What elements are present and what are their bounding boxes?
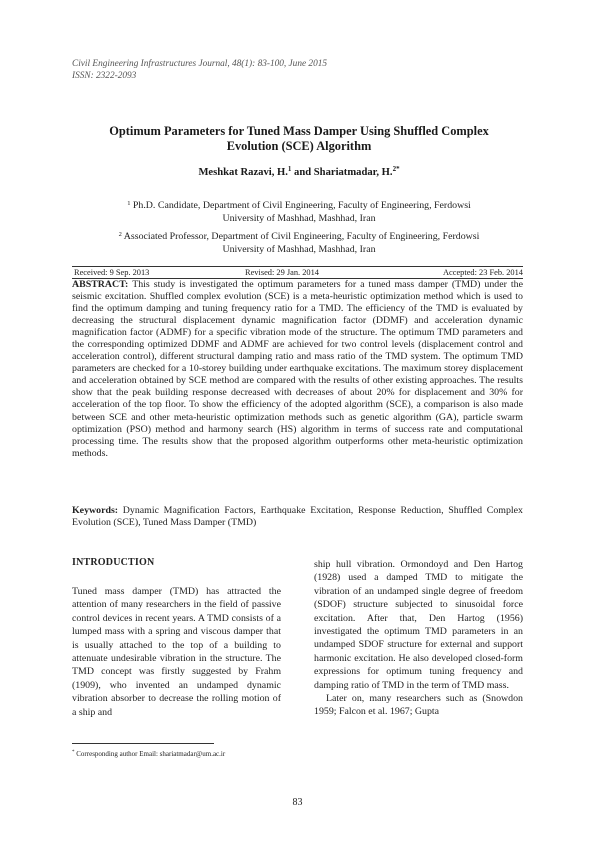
introduction-heading: INTRODUCTION <box>72 557 155 568</box>
affiliation-1-line2: University of Mashhad, Mashhad, Iran <box>222 213 376 224</box>
author-2-affil-mark: 2* <box>392 165 400 173</box>
journal-citation: Civil Engineering Infrastructures Journal, 48(1): 83-100, June 2015 <box>72 59 328 69</box>
keywords <box>72 505 523 529</box>
journal-header <box>72 58 532 82</box>
journal-issn: ISSN: 2322-2093 <box>72 71 137 81</box>
keywords-label: Keywords: <box>72 505 119 516</box>
page-number: 83 <box>292 797 303 808</box>
author-connector: and <box>291 167 314 178</box>
intro-paragraph-1: Tuned mass damper (TMD) has attracted the attention of many researchers in the field of passive control devices in recent years. A TMD consists of a lumped mass with a spring and viscous damper that is usually attached to the top of a building to attenuate undesirable vibration in the structure. The TMD concept was firstly suggested by Frahm (1909), who invented an undamped dynamic vibration absorber to decrease the rolling motion of a ship and <box>72 586 281 718</box>
affiliation-2-mark: 2 <box>118 231 122 238</box>
author-2-name: Shariatmadar, H. <box>313 167 393 178</box>
corresponding-author-footnote <box>72 748 225 759</box>
paper-title-line1: Optimum Parameters for Tuned Mass Damper Using Shuffled Complex <box>109 124 489 138</box>
body-column-left <box>72 585 281 719</box>
affiliation-2-line1: Associated Professor, Department of Civil Engineering, Faculty of Engineering, Ferdowsi <box>123 231 480 242</box>
body-column-right <box>314 558 523 719</box>
keywords-text: Dynamic Magnification Factors, Earthquake Excitation, Response Reduction, Shuffled Complex Evolution (SCE), Tuned Mass Damper (TMD) <box>72 505 523 529</box>
accepted-date: Accepted: 23 Feb. 2014 <box>442 268 523 277</box>
paper-title-line2: Evolution (SCE) Algorithm <box>226 139 372 153</box>
abstract-label: ABSTRACT: <box>72 279 129 290</box>
affiliation-1-line1: Ph.D. Candidate, Department of Civil Engineering, Faculty of Engineering, Ferdowsi <box>132 200 471 211</box>
abstract-text: This study is investigated the optimum parameters for a tuned mass damper (TMD) under the seismic excitation. Shuffled complex evolution (SCE) is a meta-heuristic optimization method which is used to find the optimum damping and tuning frequency ratio for a TMD. The efficiency of the TMD is evaluated by decreasing the structural displacement dynamic magnification factor (DDMF) and acceleration dynamic magnification factor (ADMF) for a specific vibration mode of the structure. The optimum TMD parameters and the corresponding optimized DDMF and ADMF are achieved for two control levels (displacement control and acceleration control), different structural damping ratio and mass ratio of the TMD system. The optimum TMD parameters are checked for a 10-storey building under earthquake excitations. The maximum storey displacement and acceleration obtained by SCE method are compared with the results of other existing approaches. The results show that the peak building response decreased with decreases of about 20% for displacement and 30% for acceleration of the top floor. To show the efficiency of the adopted algorithm (SCE), a comparison is also made between SCE and other meta-heuristic optimization methods such as genetic algorithm (GA), particle swarm optimization (PSO) method and harmony search (HS) algorithm in terms of success rate and computational processing time. The results show that the proposed algorithm outperforms other meta-heuristic optimization methods. <box>72 279 523 459</box>
abstract <box>72 279 523 460</box>
affiliation-2-line2: University of Mashhad, Mashhad, Iran <box>222 244 376 255</box>
footnote-rule <box>72 743 214 744</box>
affiliation-1 <box>76 197 522 225</box>
footnote-text: Corresponding author Email: shariatmadar@um.ac.ir <box>76 750 226 758</box>
author-list <box>60 165 538 178</box>
footnote-mark: * <box>72 750 75 755</box>
received-date: Received: 9 Sep. 2013 <box>74 268 150 277</box>
author-1-affil-mark: 1 <box>287 165 292 173</box>
intro-paragraph-3: Later on, many researchers such as (Snowdon 1959; Falcon et al. 1967; Gupta <box>314 693 523 718</box>
paper-title <box>60 124 538 154</box>
affiliation-1-mark: 1 <box>127 200 131 207</box>
author-1-name: Meshkat Razavi, H. <box>198 167 288 178</box>
intro-paragraph-2: ship hull vibration. Ormondoyd and Den Hartog (1928) used a damped TMD to mitigate the vibration of an undamped single degree of freedom (SDOF) structure subjected to sinusoidal force excitation. After that, Den Hartog (1956) investigated the optimum TMD parameters in an undamped SDOF structure for external and support harmonic excitation. He also developed closed-form expressions for optimum tuning frequency and damping ratio of TMD in the term of TMD mass. <box>314 559 523 691</box>
revised-date: Revised: 29 Jan. 2014 <box>245 268 319 277</box>
affiliation-2 <box>76 228 522 256</box>
